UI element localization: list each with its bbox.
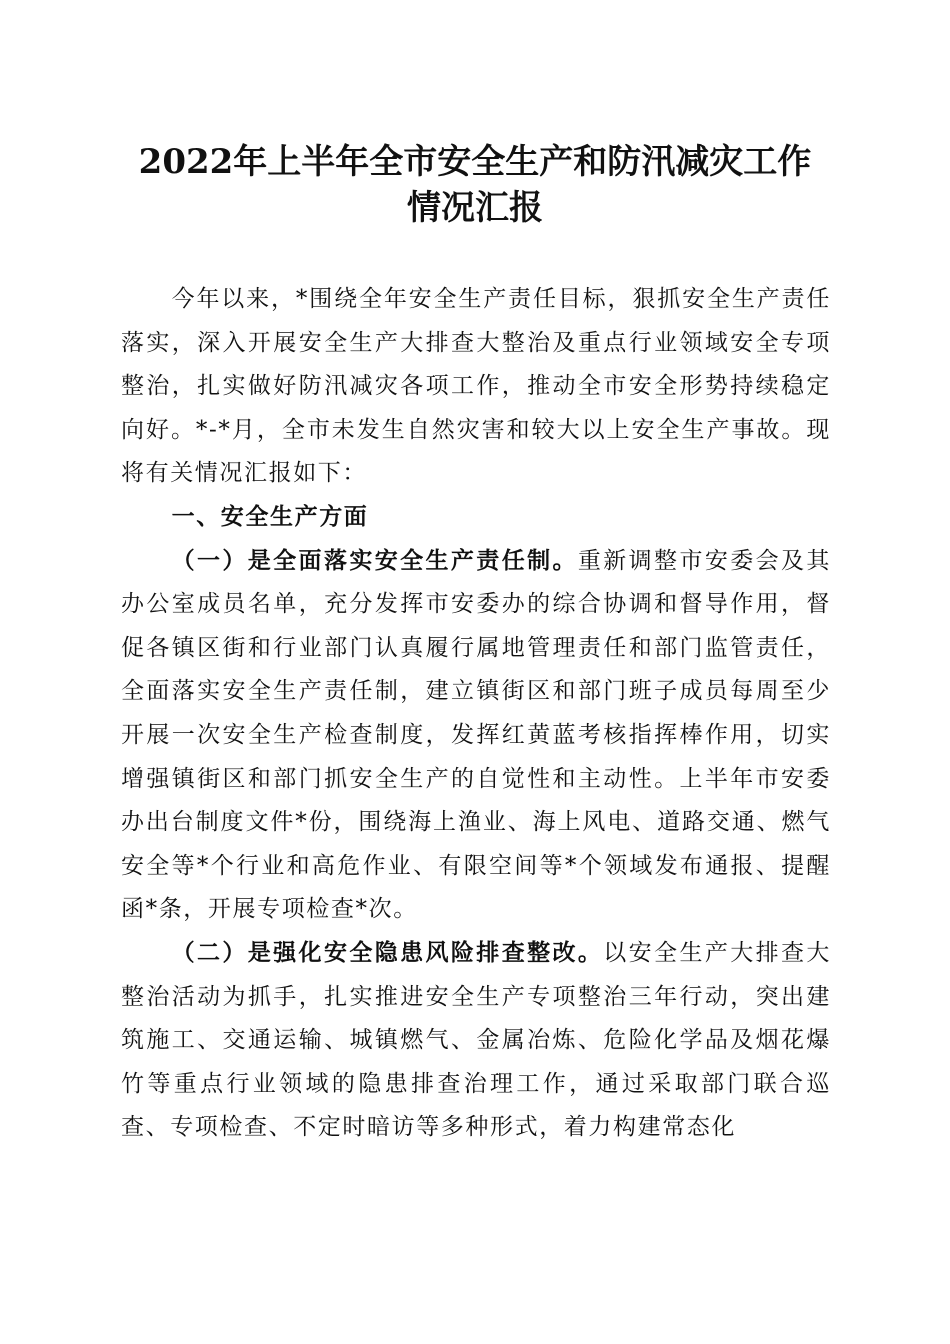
paragraph-lead-responsibility: （一）是全面落实安全生产责任制。 <box>171 547 578 574</box>
paragraph-hazard-inspection <box>121 932 831 1150</box>
paragraph-body-hazard-inspection: 以安全生产大排查大整治活动为抓手，扎实推进安全生产专项整治三年行动，突出建筑施工、交通运输、城镇燃气、金属冶炼、危险化学品及烟花爆竹等重点行业领域的隐患排查治理工作，通过采取部门联合巡查、专项检查、不定时暗访等多种形式，着力构建常态化 <box>121 939 832 1141</box>
intro-paragraph: 今年以来，*围绕全年安全生产责任目标，狠抓安全生产责任落实，深入开展安全生产大排查大整治及重点行业领域安全专项整治，扎实做好防汛减灾各项工作，推动全市安全形势持续稳定向好。*-*月，全市未发生自然灾害和较大以上安全生产事故。现将有关情况汇报如下： <box>121 286 831 487</box>
paragraph-lead-hazard-inspection: （二）是强化安全隐患风险排查整改。 <box>171 939 604 966</box>
section-heading-safety: 一、安全生产方面 <box>171 503 369 530</box>
paragraph-responsibility <box>121 540 831 932</box>
document-body <box>121 278 831 1150</box>
paragraph-body-responsibility: 重新调整市安委会及其办公室成员名单，充分发挥市安委办的综合协调和督导作用，督促各镇区街和行业部门认真履行属地管理责任和部门监管责任，全面落实安全生产责任制，建立镇街区和部门班子成员每周至少开展一次安全生产检查制度，发挥红黄蓝考核指挥棒作用，切实增强镇街区和部门抓安全生产的自觉性和主动性。上半年市安委办出台制度文件*份，围绕海上渔业、海上风电、道路交通、燃气安全等*个行业和高危作业、有限空间等*个领域发布通报、提醒函*条，开展专项检查*次。 <box>121 547 832 923</box>
document-title-line2: 情况汇报 <box>407 188 543 228</box>
document-title-line1: 2022年上半年全市安全生产和防汛减灾工作 <box>138 142 812 182</box>
